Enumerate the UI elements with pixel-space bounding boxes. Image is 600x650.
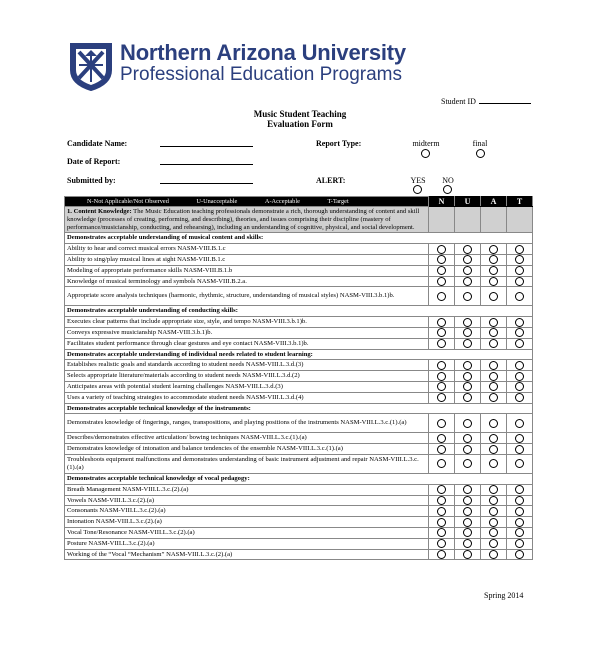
rating-radio-t[interactable] (515, 434, 524, 443)
rating-radio-n[interactable] (437, 382, 446, 391)
rating-radio-t[interactable] (515, 339, 524, 348)
criterion-row (65, 265, 533, 276)
criterion-row (65, 506, 533, 517)
rating-cell-n (429, 527, 455, 538)
rating-radio-a[interactable] (489, 550, 498, 559)
criterion-row (65, 484, 533, 495)
program-name: Professional Education Programs (120, 64, 402, 85)
rating-cell-a (481, 414, 507, 433)
rating-cell-t (507, 549, 533, 560)
rating-cell-t (507, 454, 533, 473)
rating-radio-n[interactable] (437, 255, 446, 264)
section-header-row (65, 306, 533, 317)
rating-radio-t[interactable] (515, 459, 524, 468)
rating-cell-t (507, 371, 533, 382)
rating-cell-u (455, 381, 481, 392)
rating-cell-n (429, 506, 455, 517)
rating-radio-t[interactable] (515, 393, 524, 402)
nau-logo-icon (67, 40, 115, 92)
rating-cell-u (455, 265, 481, 276)
rating-radio-t[interactable] (515, 382, 524, 391)
submitted-by-label: Submitted by: (67, 176, 116, 185)
rating-radio-u[interactable] (463, 445, 472, 454)
yes-label: YES (410, 176, 426, 185)
rating-cell-a (481, 381, 507, 392)
rating-cell-a (481, 244, 507, 255)
rating-radio-n[interactable] (437, 434, 446, 443)
rating-cell-u (455, 433, 481, 444)
criterion-label: Consonants NASM-VIII.L.3.c.(2).(a) (65, 506, 429, 517)
footer-date: Spring 2014 (484, 591, 524, 600)
rating-cell-t (507, 392, 533, 403)
rating-cell-u (455, 276, 481, 287)
col-header-a: A (481, 197, 507, 207)
rating-cell-u (455, 538, 481, 549)
criterion-label: Anticipates areas with potential student learning challenges NASM-VIII.L.3.d.(3) (65, 381, 429, 392)
no-label: NO (442, 176, 454, 185)
rating-radio-u[interactable] (463, 518, 472, 527)
legend-u: U-Unacceptable (196, 197, 238, 205)
rating-cell-n (429, 254, 455, 265)
section-title: Demonstrates acceptable technical knowledge of the instruments: (65, 403, 533, 414)
criterion-label: Modeling of appropriate performance skills NASM-VIII.B.1.b (65, 265, 429, 276)
rating-radio-t[interactable] (515, 539, 524, 548)
criterion-label: Appropriate score analysis techniques (harmonic, rhythmic, structure, understanding of musical styles) NASM-VIII.3.b.1)b. (65, 287, 429, 306)
legend-row (65, 197, 533, 207)
rating-radio-t[interactable] (515, 372, 524, 381)
criterion-label: Posture NASM-VIII.L.3.c.(2).(a) (65, 538, 429, 549)
rating-cell-t (507, 444, 533, 455)
rating-radio-u[interactable] (463, 266, 472, 275)
rating-radio-t[interactable] (515, 496, 524, 505)
rating-radio-a[interactable] (489, 507, 498, 516)
rating-cell-t (507, 484, 533, 495)
rating-radio-t[interactable] (515, 485, 524, 494)
criterion-row (65, 444, 533, 455)
rating-cell-a (481, 484, 507, 495)
midterm-radio[interactable] (421, 149, 430, 158)
student-id-field[interactable] (441, 97, 531, 106)
section-header-row (65, 349, 533, 360)
rating-radio-n[interactable] (437, 266, 446, 275)
criterion-row (65, 317, 533, 328)
rating-cell-n (429, 265, 455, 276)
criterion-label: Demonstrates knowledge of fingerings, ranges, transpositions, and playing positions of the instruments NASM-VIII.L.3.c.(1).(a) (65, 414, 429, 433)
section-title: Demonstrates acceptable understanding of conducting skills: (65, 306, 533, 317)
university-name: Northern Arizona University (120, 40, 406, 65)
rating-cell-a (481, 371, 507, 382)
legend-a: A-Acceptable (264, 197, 300, 205)
criterion-row (65, 517, 533, 528)
rating-radio-u[interactable] (463, 419, 472, 428)
rating-radio-t[interactable] (515, 328, 524, 337)
rating-radio-n[interactable] (437, 372, 446, 381)
rating-cell-t (507, 244, 533, 255)
col-header-t: T (507, 197, 533, 207)
form-subtitle: Evaluation Form (267, 119, 333, 129)
form-title: Music Student Teaching (253, 109, 347, 119)
rating-radio-a[interactable] (489, 292, 498, 301)
rating-radio-n[interactable] (437, 361, 446, 370)
criterion-row (65, 538, 533, 549)
rating-cell-a (481, 276, 507, 287)
rating-cell-n (429, 495, 455, 506)
student-id-label: Student ID (441, 97, 476, 106)
rating-radio-n[interactable] (437, 518, 446, 527)
col-header-n: N (429, 197, 455, 207)
rating-cell-u (455, 327, 481, 338)
criterion-label: Breath Management NASM-VIII.L.3.c.(2).(a) (65, 484, 429, 495)
rating-radio-u[interactable] (463, 382, 472, 391)
rating-cell-a (481, 538, 507, 549)
criterion-row (65, 327, 533, 338)
criterion-label: Vowels NASM-VIII.L.3.c.(2).(a) (65, 495, 429, 506)
rating-cell-u (455, 254, 481, 265)
rating-radio-a[interactable] (489, 496, 498, 505)
rating-cell-a (481, 444, 507, 455)
rating-radio-u[interactable] (463, 393, 472, 402)
rating-cell-t (507, 517, 533, 528)
rating-cell-t (507, 327, 533, 338)
rating-cell-t (507, 506, 533, 517)
rating-cell-t (507, 433, 533, 444)
rating-cell-a (481, 254, 507, 265)
candidate-name-field[interactable] (160, 146, 253, 147)
rating-radio-t[interactable] (515, 318, 524, 327)
rating-radio-a[interactable] (489, 318, 498, 327)
rating-radio-n[interactable] (437, 292, 446, 301)
category-row (65, 207, 533, 233)
rating-radio-t[interactable] (515, 266, 524, 275)
rating-radio-a[interactable] (489, 393, 498, 402)
rating-cell-t (507, 265, 533, 276)
alert-label: ALERT: (316, 176, 346, 185)
rating-cell-u (455, 317, 481, 328)
rating-cell-u (455, 287, 481, 306)
alert-yes-radio[interactable] (413, 185, 422, 194)
rating-radio-n[interactable] (437, 496, 446, 505)
criterion-row (65, 276, 533, 287)
rating-cell-t (507, 538, 533, 549)
criterion-label: Ability to sing/play musical lines at sight NASM-VIII.B.1.c (65, 254, 429, 265)
criterion-row (65, 495, 533, 506)
rating-cell-n (429, 244, 455, 255)
rating-cell-a (481, 527, 507, 538)
rating-cell-n (429, 371, 455, 382)
rating-radio-u[interactable] (463, 372, 472, 381)
rating-cell-u (455, 495, 481, 506)
criterion-row (65, 392, 533, 403)
rating-cell-u (455, 244, 481, 255)
section-header-row (65, 403, 533, 414)
rating-radio-a[interactable] (489, 372, 498, 381)
date-of-report-field[interactable] (160, 164, 253, 165)
criterion-row (65, 254, 533, 265)
rating-radio-n[interactable] (437, 528, 446, 537)
date-of-report-label: Date of Report: (67, 157, 121, 166)
rating-radio-a[interactable] (489, 518, 498, 527)
rating-radio-a[interactable] (489, 419, 498, 428)
rating-radio-a[interactable] (489, 459, 498, 468)
rating-radio-n[interactable] (437, 328, 446, 337)
rating-radio-a[interactable] (489, 434, 498, 443)
legend-na: N-Not Applicable/Not Observed (87, 197, 169, 205)
legend-t: T-Target (327, 197, 349, 205)
rating-radio-u[interactable] (463, 255, 472, 264)
criterion-label: Ability to hear and correct musical errors NASM-VIII.B.1.c (65, 244, 429, 255)
rating-radio-t[interactable] (515, 245, 524, 254)
rating-cell-n (429, 484, 455, 495)
rating-radio-n[interactable] (437, 245, 446, 254)
rating-cell-a (481, 549, 507, 560)
rating-radio-a[interactable] (489, 255, 498, 264)
criterion-label: Knowledge of musical terminology and symbols NASM-VIII.B.2.a. (65, 276, 429, 287)
rating-cell-t (507, 338, 533, 349)
rating-cell-u (455, 506, 481, 517)
rating-cell-u (455, 517, 481, 528)
rating-cell-n (429, 338, 455, 349)
rating-cell-u (455, 392, 481, 403)
criterion-row (65, 360, 533, 371)
rating-cell-t (507, 381, 533, 392)
rating-radio-t[interactable] (515, 255, 524, 264)
rating-cell-t (507, 317, 533, 328)
criterion-row (65, 454, 533, 473)
rating-radio-a[interactable] (489, 328, 498, 337)
rating-cell-n (429, 276, 455, 287)
rating-radio-a[interactable] (489, 445, 498, 454)
rating-radio-u[interactable] (463, 539, 472, 548)
candidate-name-label: Candidate Name: (67, 139, 128, 148)
criterion-row (65, 381, 533, 392)
rating-cell-u (455, 484, 481, 495)
rating-cell-n (429, 381, 455, 392)
rating-radio-n[interactable] (437, 318, 446, 327)
rating-radio-n[interactable] (437, 419, 446, 428)
rating-cell-u (455, 454, 481, 473)
criterion-label: Executes clear patterns that include appropriate size, style, and tempo NASM-VIII.3.b.1)b. (65, 317, 429, 328)
rating-cell-u (455, 549, 481, 560)
rating-radio-n[interactable] (437, 507, 446, 516)
section-title: Demonstrates acceptable understanding of individual needs related to student learning: (65, 349, 533, 360)
rating-radio-u[interactable] (463, 361, 472, 370)
rating-radio-u[interactable] (463, 292, 472, 301)
rating-cell-a (481, 338, 507, 349)
rating-cell-t (507, 276, 533, 287)
report-type-label: Report Type: (316, 139, 362, 148)
rating-cell-u (455, 444, 481, 455)
rating-cell-n (429, 392, 455, 403)
category-text: The Music Education teaching professionals demonstrate a rich, thorough understanding of content and skill knowledge (processes of creating, performing, and describing), theories, and issues comprising their discipline (mastery of performance/musicianship, conducting, and rehearsing), including an understanding of cognitive, physical, and social development. (67, 208, 420, 231)
criterion-label: Vocal Tone/Resonance NASM-VIII.L.3.c.(2).(a) (65, 527, 429, 538)
rating-cell-u (455, 338, 481, 349)
criterion-label: Establishes realistic goals and standards according to student needs NASM-VIII.L.3.d.(3) (65, 360, 429, 371)
rating-cell-a (481, 433, 507, 444)
rating-radio-t[interactable] (515, 518, 524, 527)
section-header-row (65, 233, 533, 244)
rating-cell-a (481, 360, 507, 371)
rating-cell-n (429, 360, 455, 371)
rating-cell-a (481, 495, 507, 506)
rating-cell-n (429, 414, 455, 433)
criterion-row (65, 371, 533, 382)
criterion-label: Intonation NASM-VIII.L.3.c.(2).(a) (65, 517, 429, 528)
criterion-row (65, 414, 533, 433)
criterion-label: Selects appropriate literature/materials according to student needs NASM-VIII.L.3.d.(2) (65, 371, 429, 382)
rating-cell-a (481, 287, 507, 306)
section-header-row (65, 473, 533, 484)
rating-cell-n (429, 538, 455, 549)
submitted-by-field[interactable] (160, 183, 253, 184)
criterion-row (65, 244, 533, 255)
col-header-u: U (455, 197, 481, 207)
rating-radio-n[interactable] (437, 393, 446, 402)
category-heading: 1. Content Knowledge: (67, 208, 132, 215)
criterion-label: Troubleshoots equipment malfunctions and demonstrates understanding of basic instrument adjustment and repair NASM-VIII.L.3.c.(1).(a) (65, 454, 429, 473)
legend (65, 197, 429, 207)
rating-radio-n[interactable] (437, 339, 446, 348)
rating-radio-u[interactable] (463, 339, 472, 348)
rating-cell-n (429, 287, 455, 306)
rating-cell-t (507, 360, 533, 371)
rating-cell-n (429, 517, 455, 528)
rating-radio-u[interactable] (463, 507, 472, 516)
criterion-row (65, 433, 533, 444)
rating-radio-a[interactable] (489, 485, 498, 494)
rating-radio-u[interactable] (463, 550, 472, 559)
rating-radio-t[interactable] (515, 507, 524, 516)
rating-cell-t (507, 527, 533, 538)
criterion-row (65, 527, 533, 538)
rating-cell-n (429, 549, 455, 560)
final-label: final (472, 139, 488, 148)
rating-cell-n (429, 454, 455, 473)
rating-cell-n (429, 433, 455, 444)
criterion-row (65, 287, 533, 306)
rating-radio-u[interactable] (463, 277, 472, 286)
rating-cell-a (481, 327, 507, 338)
rating-cell-a (481, 265, 507, 276)
rating-radio-t[interactable] (515, 550, 524, 559)
rating-radio-u[interactable] (463, 434, 472, 443)
rating-radio-n[interactable] (437, 485, 446, 494)
rating-cell-a (481, 317, 507, 328)
rating-cell-t (507, 414, 533, 433)
rating-radio-a[interactable] (489, 539, 498, 548)
rating-radio-n[interactable] (437, 445, 446, 454)
rating-cell-n (429, 317, 455, 328)
rating-radio-u[interactable] (463, 328, 472, 337)
criterion-label: Uses a variety of teaching strategies to accommodate student needs NASM-VIII.L.3.d.(4) (65, 392, 429, 403)
alert-no-radio[interactable] (443, 185, 452, 194)
criterion-label: Demonstrates knowledge of intonation and balance tendencies of the ensemble NASM-VIII.L.3.c.(1).(a) (65, 444, 429, 455)
rating-radio-n[interactable] (437, 459, 446, 468)
rating-radio-a[interactable] (489, 382, 498, 391)
rating-radio-u[interactable] (463, 485, 472, 494)
evaluation-table (64, 196, 533, 560)
rating-radio-a[interactable] (489, 339, 498, 348)
rating-radio-u[interactable] (463, 459, 472, 468)
rating-cell-n (429, 327, 455, 338)
final-radio[interactable] (476, 149, 485, 158)
rating-radio-n[interactable] (437, 539, 446, 548)
rating-cell-t (507, 254, 533, 265)
criterion-label: Facilitates student performance through clear gestures and eye contact NASM-VIII.3.b.1)b. (65, 338, 429, 349)
rating-cell-a (481, 506, 507, 517)
rating-radio-n[interactable] (437, 550, 446, 559)
criterion-row (65, 549, 533, 560)
rating-radio-t[interactable] (515, 528, 524, 537)
rating-cell-a (481, 517, 507, 528)
rating-radio-a[interactable] (489, 266, 498, 275)
rating-cell-n (429, 444, 455, 455)
rating-cell-t (507, 287, 533, 306)
rating-cell-u (455, 360, 481, 371)
rating-radio-u[interactable] (463, 528, 472, 537)
rating-cell-t (507, 495, 533, 506)
midterm-label: midterm (412, 139, 440, 148)
section-title: Demonstrates acceptable understanding of musical content and skills: (65, 233, 533, 244)
criterion-label: Working of the “Vocal “Mechanism” NASM-VIII.L.3.c.(2).(a) (65, 549, 429, 560)
rating-cell-a (481, 392, 507, 403)
rating-radio-t[interactable] (515, 292, 524, 301)
rating-radio-u[interactable] (463, 496, 472, 505)
rating-radio-t[interactable] (515, 419, 524, 428)
rating-radio-t[interactable] (515, 361, 524, 370)
rating-radio-a[interactable] (489, 245, 498, 254)
section-title: Demonstrates acceptable technical knowledge of vocal pedagogy: (65, 473, 533, 484)
rating-radio-t[interactable] (515, 277, 524, 286)
rating-cell-u (455, 527, 481, 538)
rating-radio-u[interactable] (463, 245, 472, 254)
rating-cell-u (455, 414, 481, 433)
rating-radio-n[interactable] (437, 277, 446, 286)
criterion-label: Conveys expressive musicianship NASM-VIII.3.b.1)b. (65, 327, 429, 338)
criterion-row (65, 338, 533, 349)
rating-radio-a[interactable] (489, 277, 498, 286)
criterion-label: Describes/demonstrates effective articulation/ bowing techniques NASM-VIII.L.3.c.(1).(a) (65, 433, 429, 444)
category-description (65, 207, 429, 233)
rating-radio-t[interactable] (515, 445, 524, 454)
rating-radio-u[interactable] (463, 318, 472, 327)
rating-cell-u (455, 371, 481, 382)
rating-cell-a (481, 454, 507, 473)
rating-radio-a[interactable] (489, 361, 498, 370)
rating-radio-a[interactable] (489, 528, 498, 537)
